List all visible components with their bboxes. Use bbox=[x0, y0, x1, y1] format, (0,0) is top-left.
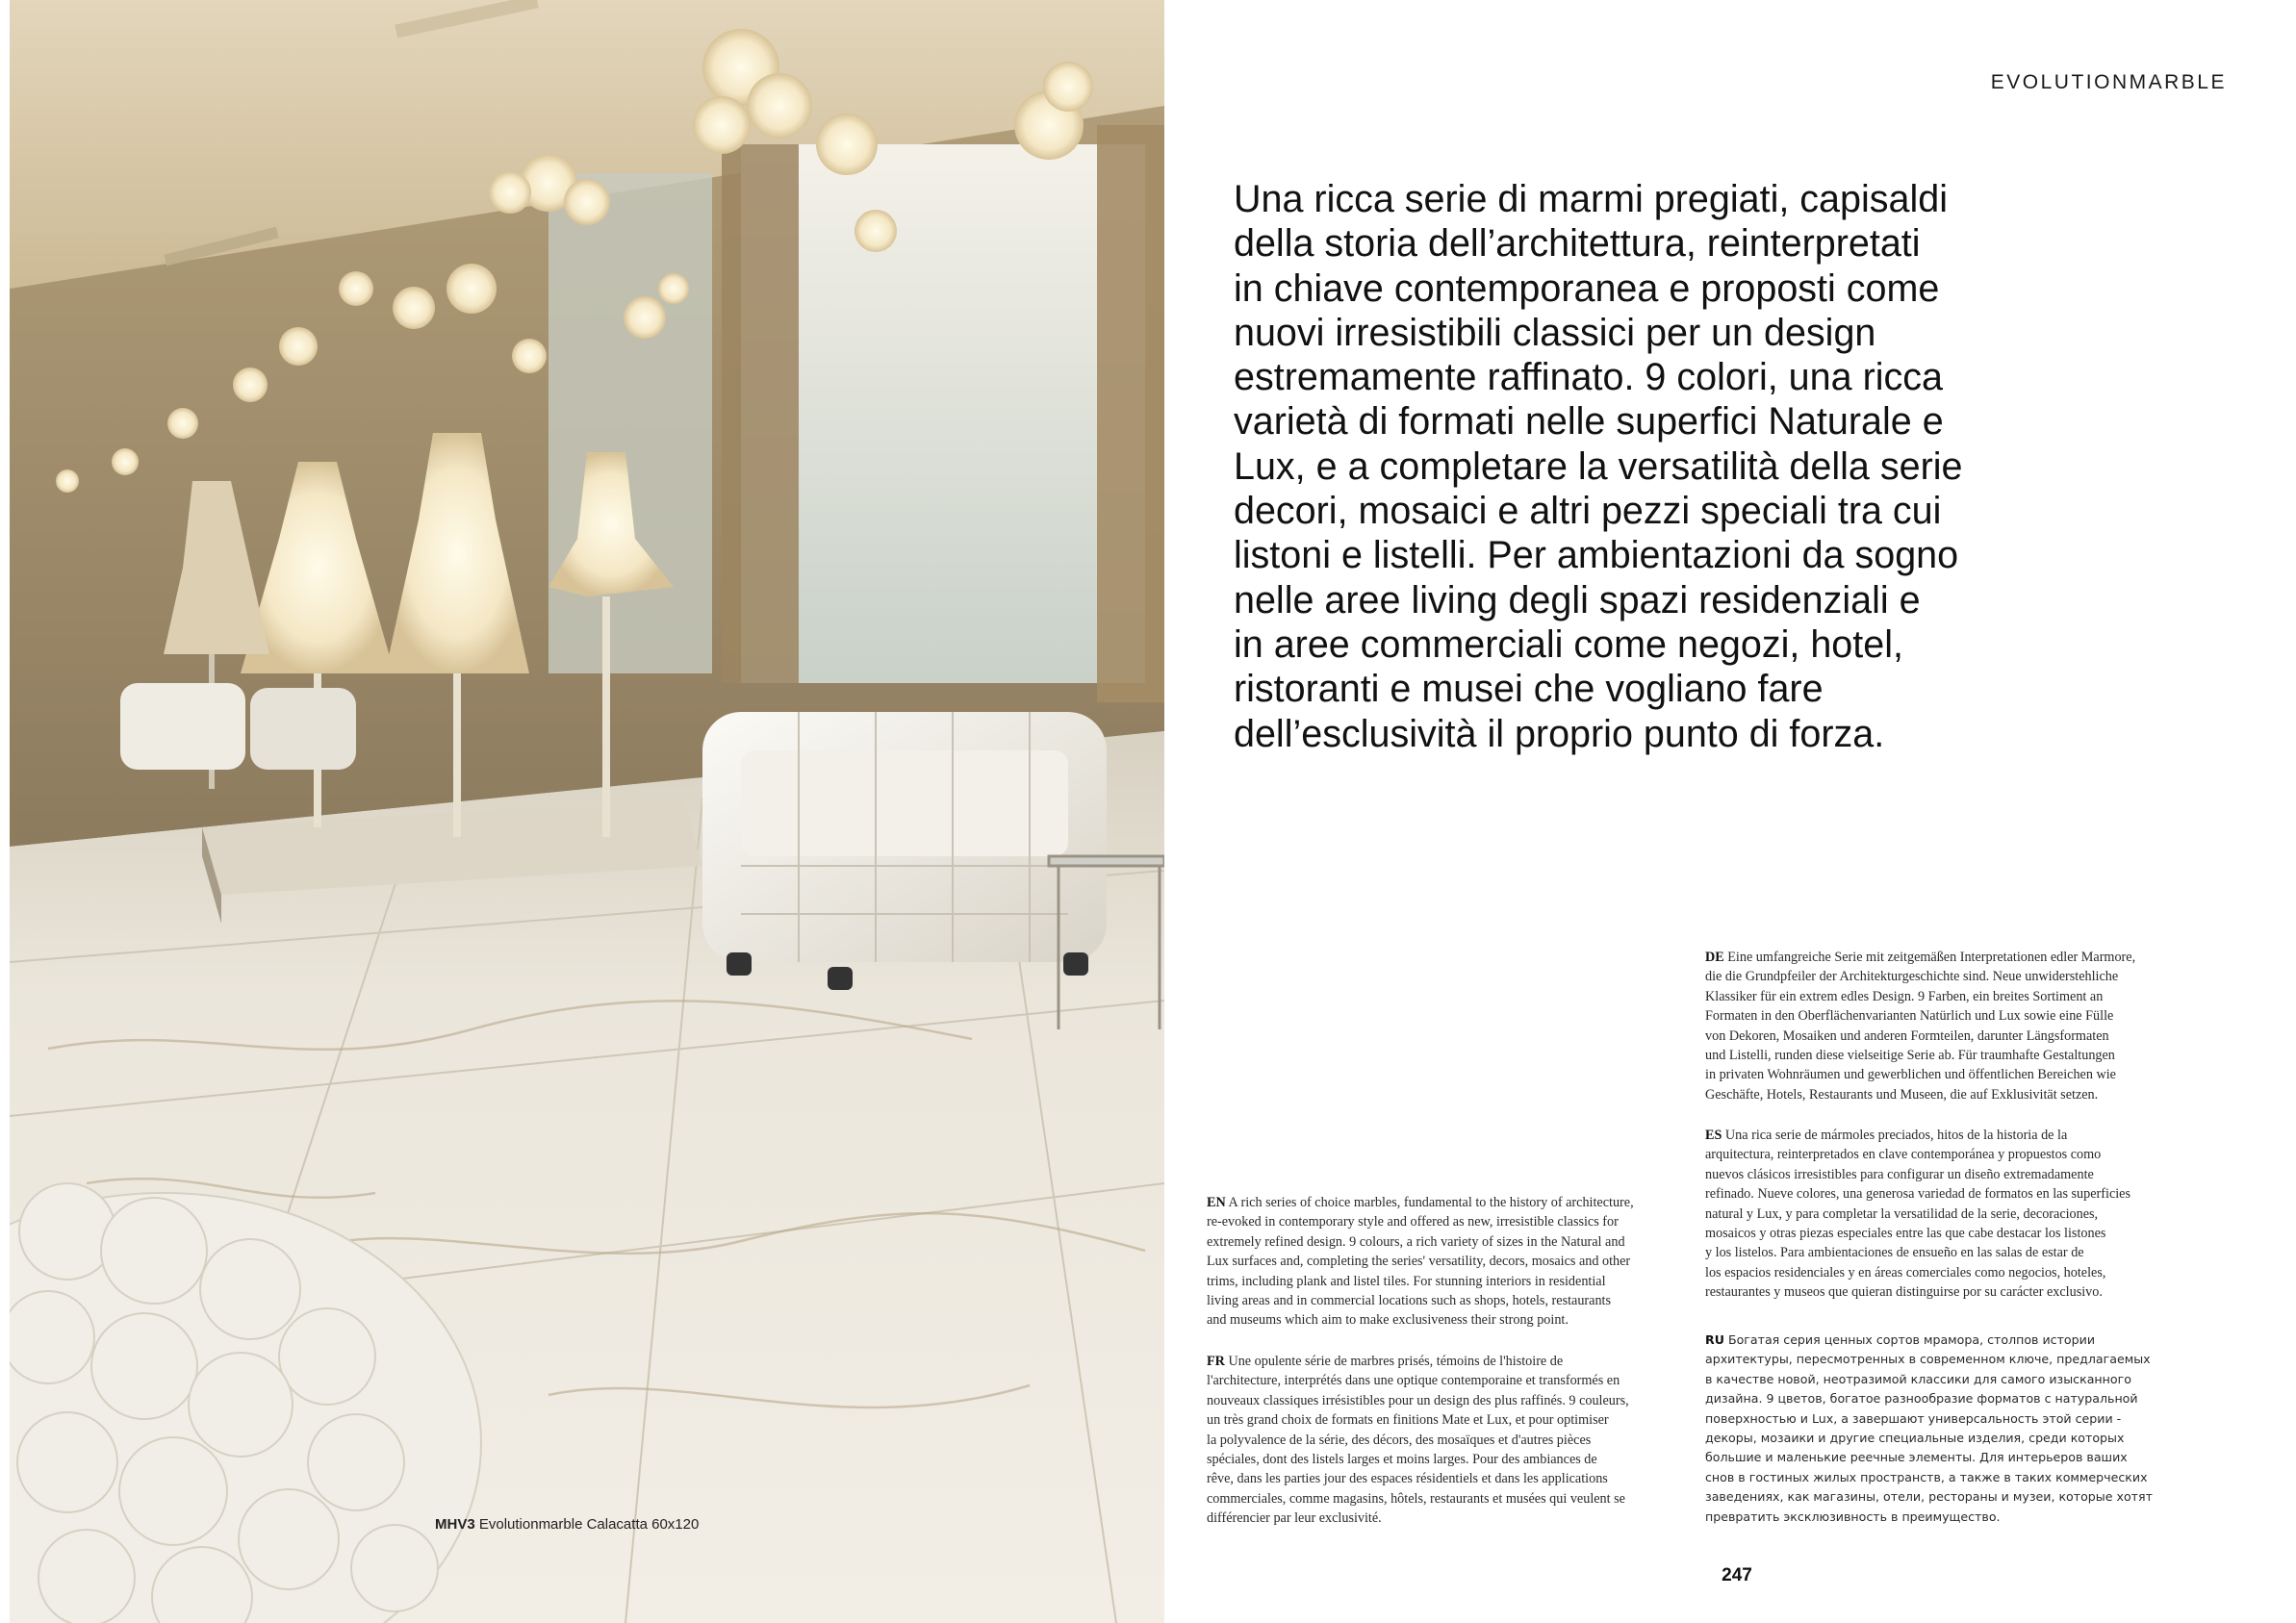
translation-line: Geschäfte, Hotels, Restaurants und Museen, die auf Exklusivität setzen. bbox=[1705, 1086, 2099, 1103]
translation-line: nuevos clásicos irresistibles para configurar un diseño extremadamente bbox=[1705, 1166, 2094, 1182]
translation-en bbox=[1207, 1193, 1693, 1331]
translation-line: extremely refined design. 9 colours, a rich variety of sizes in the Natural and bbox=[1207, 1233, 1625, 1250]
photo-caption bbox=[435, 1516, 699, 1533]
translation-text: Eine umfangreiche Serie mit zeitgemäßen Interpretationen edler Marmore, bbox=[1727, 950, 2136, 965]
translation-line: refinado. Nueve colores, una generosa variedad de formatos en las superficies bbox=[1705, 1186, 2130, 1203]
page-number: 247 bbox=[1722, 1565, 1752, 1585]
brand-title: EVOLUTIONMARBLE bbox=[1990, 71, 2227, 93]
translation-es bbox=[1705, 1126, 2244, 1303]
translation-line: los espacios residenciales y en áreas comerciales como negocios, hoteles, bbox=[1705, 1264, 2106, 1281]
translation-line: поверхностью и Lux, а завершают универсальность этой серии - bbox=[1705, 1410, 2122, 1426]
translation-line bbox=[1207, 1352, 1693, 1371]
language-code: FR bbox=[1207, 1354, 1225, 1369]
intro-line: decori, mosaici e altri pezzi speciali tra cui bbox=[1234, 490, 1942, 533]
translation-line bbox=[1705, 948, 2244, 967]
translation-line: mosaicos y otras piezas especiales entre las que cabe destacar los listones bbox=[1705, 1226, 2106, 1242]
translation-line: in privaten Wohnräumen und gewerblichen und öffentlichen Bereichen wie bbox=[1705, 1067, 2116, 1083]
language-code: DE bbox=[1705, 950, 1724, 965]
translation-text: Богатая серия ценных сортов мрамора, столпов истории bbox=[1727, 1332, 2096, 1347]
translation-line: restaurantes y museos que quieran distinguirse por su carácter exclusivo. bbox=[1705, 1284, 2103, 1301]
language-code: EN bbox=[1207, 1195, 1226, 1210]
translation-line: архитектуры, пересмотренных в современном ключе, предлагаемых bbox=[1705, 1352, 2151, 1367]
intro-line: nelle aree living degli spazi residenziali e bbox=[1234, 578, 1921, 621]
intro-line: listoni e listelli. Per ambientazioni da sogno bbox=[1234, 534, 1959, 577]
intro-line: varietà di formati nelle superfici Naturale e bbox=[1234, 400, 1944, 444]
curtain-right bbox=[1097, 125, 1164, 702]
translation-line: living areas and in commercial locations such as shops, hotels, restaurants bbox=[1207, 1293, 1611, 1309]
translation-line: trims, including plank and listel tiles. For stunning interiors in residential bbox=[1207, 1273, 1606, 1289]
translation-line: re-evoked in contemporary style and offered as new, irresistible classics for bbox=[1207, 1214, 1619, 1230]
translation-line: превратить эксклюзивность в преимущество. bbox=[1705, 1509, 2001, 1524]
translation-line: в качестве новой, неотразимой классики для самого изысканного bbox=[1705, 1371, 2131, 1386]
translation-text: Una rica serie de mármoles preciados, hitos de la historia de la bbox=[1724, 1128, 2068, 1143]
translation-line: la polyvalence de la série, des décors, des mosaïques et d'autres pièces bbox=[1207, 1432, 1592, 1448]
translation-fr bbox=[1207, 1352, 1693, 1529]
white-armchair bbox=[702, 712, 1107, 990]
intro-line: dell’esclusività il proprio punto di forza. bbox=[1234, 712, 1885, 755]
translation-line: spéciales, dont des listels larges et moins larges. Pour des ambiances de bbox=[1207, 1452, 1597, 1468]
translation-line: rêve, dans les parties jour des espaces résidentiels et dans les applications bbox=[1207, 1471, 1608, 1487]
translation-text: A rich series of choice marbles, fundamental to the history of architecture, bbox=[1228, 1195, 1634, 1210]
translation-line: and museums which aim to make exclusiveness their strong point. bbox=[1207, 1312, 1569, 1329]
translation-line: arquitectura, reinterpretados en clave contemporánea y propuestos como bbox=[1705, 1147, 2102, 1163]
intro-line: Una ricca serie di marmi pregiati, capisaldi bbox=[1234, 178, 1948, 220]
translation-line bbox=[1705, 1331, 2244, 1350]
translation-line bbox=[1207, 1193, 1693, 1212]
translation-text: Une opulente série de marbres prisés, témoins de l'histoire de bbox=[1228, 1354, 1564, 1369]
translation-line: natural y Lux, y para completar la versatilidad de la serie, decoraciones, bbox=[1705, 1205, 2099, 1222]
translation-line: большие и маленькие реечные элементы. Для интерьеров ваших bbox=[1705, 1450, 2128, 1465]
translation-line: декоры, мозаики и другие специальные изделия, среди которых bbox=[1705, 1431, 2125, 1446]
translation-line: un très grand choix de formats en finitions Mate et Lux, et pour optimiser bbox=[1207, 1412, 1609, 1429]
intro-line: estremamente raffinato. 9 colori, una ricca bbox=[1234, 356, 1943, 399]
armchair-background bbox=[120, 683, 356, 770]
intro-line: in chiave contemporanea e proposti come bbox=[1234, 266, 1940, 310]
intro-line: ristoranti e musei che vogliano fare bbox=[1234, 668, 1824, 711]
window bbox=[741, 144, 1145, 683]
translation-ru bbox=[1705, 1331, 2244, 1527]
translation-line: снов в гостиных жилых пространств, а также в таких коммерческих bbox=[1705, 1469, 2148, 1484]
translation-line bbox=[1705, 1126, 2244, 1145]
translation-line: Klassiker für ein extrem edles Design. 9 Farben, ein breites Sortiment an bbox=[1705, 988, 2104, 1004]
caption-product-code: MHV3 bbox=[435, 1516, 475, 1533]
translation-line: заведениях, как магазины, отели, рестораны и музеи, которые хотят bbox=[1705, 1489, 2153, 1505]
translation-line: die die Grundpfeiler der Architekturgeschichte sind. Neue unwiderstehliche bbox=[1705, 969, 2119, 985]
translation-de bbox=[1705, 948, 2244, 1104]
intro-line: nuovi irresistibili classici per un design bbox=[1234, 311, 1876, 354]
curtain-left bbox=[722, 144, 799, 683]
window-reflection bbox=[548, 173, 712, 673]
interior-photo-illustration bbox=[10, 0, 1164, 1623]
translation-line: nouveaux classiques irrésistibles pour un design des plus raffinés. 9 couleurs, bbox=[1207, 1392, 1629, 1408]
translation-line: von Dekoren, Mosaiken und anderen Formteilen, darunter Längsformaten bbox=[1705, 1027, 2109, 1044]
translation-line: und Listelli, runden diese vielseitige Serie ab. Für traumhafte Gestaltungen bbox=[1705, 1048, 2115, 1064]
translation-line: дизайна. 9 цветов, богатое разнообразие форматов с натуральной bbox=[1705, 1391, 2138, 1407]
caption-product-name: Evolutionmarble Calacatta 60x120 bbox=[478, 1516, 700, 1533]
intro-line: Lux, e a completare la versatilità della serie bbox=[1234, 444, 1963, 488]
translation-line: l'architecture, interprétés dans une optique contemporaine et transformés en bbox=[1207, 1373, 1620, 1389]
intro-line: in aree commerciali come negozi, hotel, bbox=[1234, 622, 1903, 666]
intro-paragraph bbox=[1234, 177, 2032, 756]
language-code: RU bbox=[1705, 1332, 1724, 1347]
interior-photo bbox=[10, 0, 1164, 1623]
language-code: ES bbox=[1705, 1128, 1722, 1143]
translation-line: commerciales, comme magasins, hôtels, restaurants et musées qui veulent se bbox=[1207, 1490, 1625, 1507]
intro-line: della storia dell’architettura, reinterpretati bbox=[1234, 222, 1921, 266]
translation-line: Lux surfaces and, completing the series' versatility, decors, mosaics and other bbox=[1207, 1254, 1631, 1270]
translation-line: Formaten in den Oberflächenvarianten Natürlich und Lux sowie eine Fülle bbox=[1705, 1008, 2114, 1025]
translation-line: différencier par leur exclusivité. bbox=[1207, 1510, 1382, 1527]
translation-line: y los listelos. Para ambientaciones de ensueño en las salas de estar de bbox=[1705, 1245, 2084, 1261]
